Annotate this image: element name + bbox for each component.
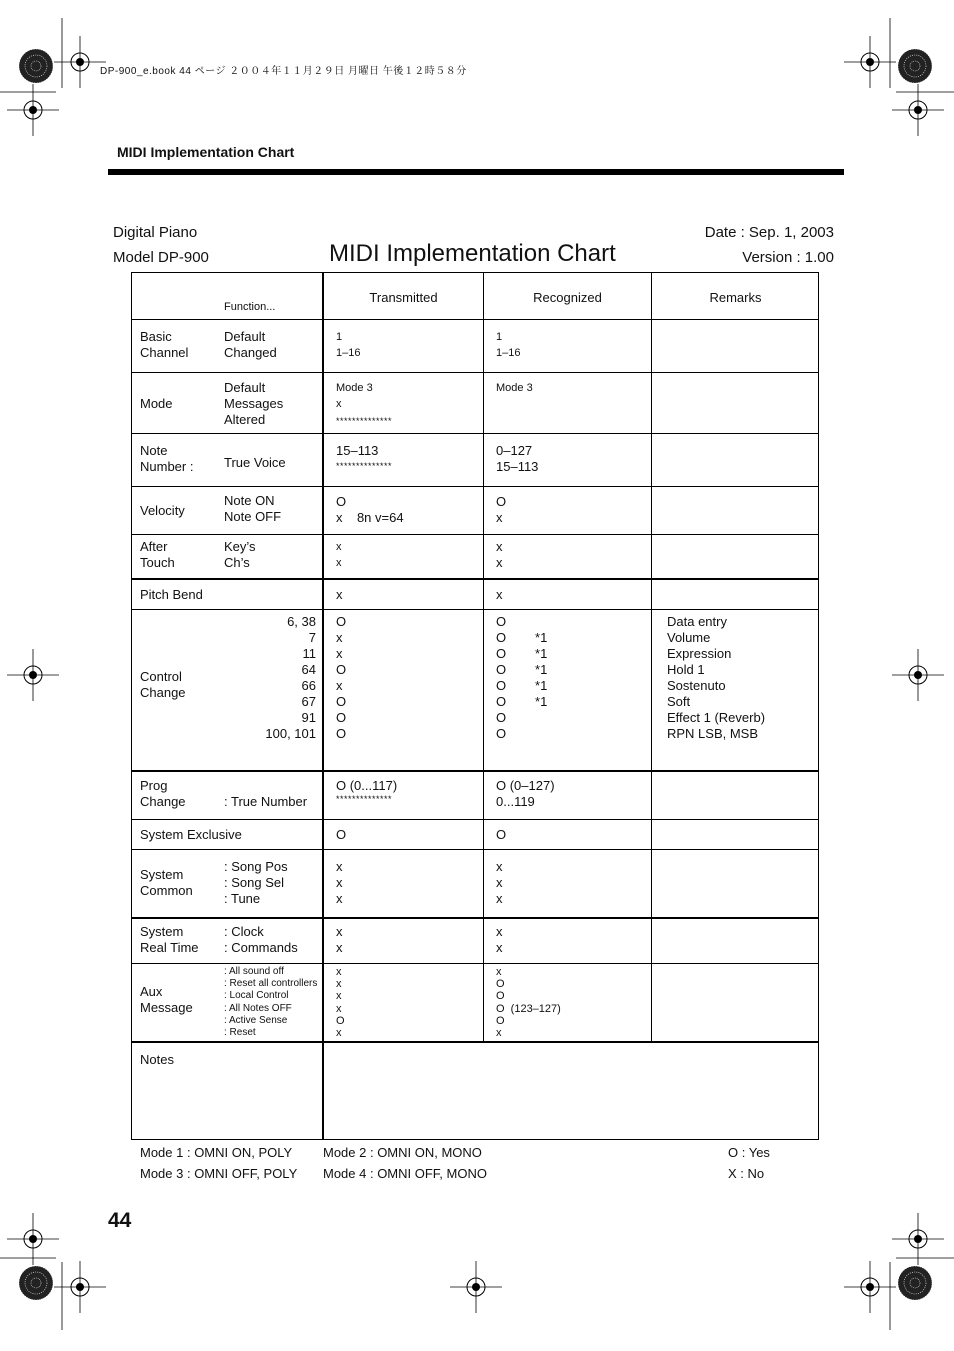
- product-name: Digital Piano: [113, 224, 198, 241]
- version: Version : 1.00: [742, 249, 834, 266]
- tx-pitch-bend: x: [336, 587, 343, 602]
- footer-mode1: Mode 1 : OMNI ON, POLY: [140, 1145, 293, 1160]
- header-remarks: Remarks: [709, 290, 762, 305]
- midi-implementation-table: [131, 272, 819, 1140]
- row-label-note-number: Note Number :: [140, 443, 194, 474]
- tx-velocity: O x 8n v=64: [336, 494, 404, 525]
- chart-title: MIDI Implementation Chart: [329, 240, 616, 267]
- model-name: Model DP-900: [113, 249, 209, 266]
- tx-note-number: 15–113: [336, 443, 379, 458]
- row-label-control-change: Control Change: [140, 669, 186, 700]
- row-sub-control-change: 6, 38 7 11 64 66 67 91 100, 101: [265, 614, 316, 741]
- tx-prog-change: O (0...117): [336, 778, 398, 793]
- row-sub-mode: Default Messages Altered: [224, 380, 284, 427]
- footer-yes: O : Yes: [728, 1145, 770, 1160]
- rx-velocity: O x: [496, 494, 507, 525]
- row-sub-basic-channel: Default Changed: [224, 329, 277, 360]
- rx-mode: Mode 3: [496, 382, 533, 394]
- rx-pitch-bend: x: [496, 587, 503, 602]
- tx-control-change: O x x O x O O O: [336, 614, 347, 741]
- tx-system-real-time: x x: [336, 924, 343, 955]
- tx-prog-change-stars: **************: [336, 794, 393, 804]
- remarks-control-change: Data entry Volume Expression Hold 1 Sostenuto Soft Effect 1 (Reverb) RPN LSB, MSB: [667, 614, 766, 741]
- footer-mode4: Mode 4 : OMNI OFF, MONO: [323, 1166, 487, 1181]
- rx-aux-message: x O O O (123–127) O x: [496, 966, 561, 1040]
- rx-system-real-time: x x: [496, 924, 503, 955]
- row-label-aux-message: Aux Message: [140, 984, 193, 1015]
- rx-note-number: 0–127 15–113: [496, 443, 539, 474]
- tx-system-exclusive: O: [336, 827, 347, 842]
- rx-control-change: O O *1 O *1 O *1 O *1 O *1 O O: [496, 614, 548, 741]
- row-label-velocity: Velocity: [140, 503, 185, 518]
- row-label-basic-channel: Basic Channel: [140, 329, 189, 360]
- row-label-prog-change: Prog Change: [140, 778, 186, 809]
- row-sub-prog-change: : True Number: [224, 794, 308, 809]
- tx-after-touch: x x: [336, 541, 342, 569]
- print-header: DP-900_e.book 44 ページ ２００４年１１月２９日 月曜日 午後１２時５８分: [100, 66, 467, 77]
- row-sub-aux-message: : All sound off : Reset all controllers : Local Control : All Notes OFF : Active Sense : Reset: [224, 966, 318, 1039]
- date: Date : Sep. 1, 2003: [704, 224, 834, 241]
- rx-prog-change: O (0–127) 0...119: [496, 778, 555, 809]
- row-label-notes: Notes: [140, 1052, 174, 1067]
- tx-aux-message: x x x x O x: [336, 966, 345, 1040]
- rx-basic-channel: 1 1–16: [496, 331, 521, 359]
- tx-mode-stars: **************: [336, 416, 393, 426]
- header-transmitted: Transmitted: [369, 290, 438, 305]
- row-label-mode: Mode: [140, 396, 173, 411]
- row-label-system-exclusive: System Exclusive: [140, 827, 242, 842]
- rx-after-touch: x x: [496, 539, 503, 570]
- footer-mode3: Mode 3 : OMNI OFF, POLY: [140, 1166, 298, 1181]
- row-label-after-touch: After Touch: [140, 539, 175, 570]
- row-sub-note-number: True Voice: [224, 455, 286, 470]
- row-sub-system-real-time: : Clock : Commands: [224, 924, 298, 955]
- row-label-system-real-time: System Real Time: [140, 924, 199, 955]
- row-label-system-common: System Common: [140, 867, 193, 898]
- tx-mode: Mode 3 x: [336, 382, 373, 410]
- header-recognized: Recognized: [533, 290, 602, 305]
- row-sub-system-common: : Song Pos : Song Sel : Tune: [224, 859, 288, 906]
- tx-note-number-stars: **************: [336, 461, 393, 471]
- footer-mode2: Mode 2 : OMNI ON, MONO: [323, 1145, 482, 1160]
- tx-system-common: x x x: [336, 859, 343, 906]
- rx-system-common: x x x: [496, 859, 503, 906]
- footer-no: X : No: [728, 1166, 765, 1181]
- page-number: 44: [108, 1209, 132, 1232]
- row-sub-velocity: Note ON Note OFF: [224, 493, 282, 524]
- row-sub-after-touch: Key’s Ch’s: [224, 539, 256, 570]
- header-rule: [108, 169, 844, 175]
- row-label-pitch-bend: Pitch Bend: [140, 587, 203, 602]
- rx-system-exclusive: O: [496, 827, 507, 842]
- tx-basic-channel: 1 1–16: [336, 331, 361, 359]
- section-title: MIDI Implementation Chart: [117, 144, 295, 160]
- header-function: Function...: [224, 301, 276, 313]
